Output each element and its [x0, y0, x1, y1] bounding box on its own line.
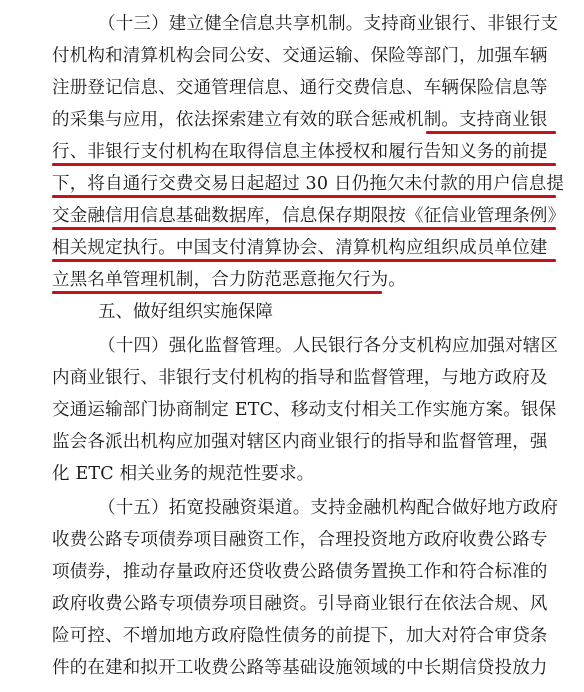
text-line: 付机构和清算机构会同公安、交通运输、保险等部门，加强车辆: [52, 46, 548, 66]
text-line: 政府收费公路专项债券项目融资。引导商业银行在依法合规、风: [52, 594, 548, 614]
highlight-underline: [52, 195, 556, 198]
text-line: 相关规定执行。中国支付清算协会、清算机构应组织成员单位建: [52, 238, 548, 258]
text-line: （十五）拓宽投融资渠道。支持金融机构配合做好地方政府: [98, 498, 559, 518]
text-line: 交金融信用信息基础数据库，信息保存期限按《征信业管理条例》: [52, 206, 566, 226]
section-heading: 五、做好组织实施保障: [98, 302, 273, 322]
highlight-underline: [52, 259, 556, 262]
text-line: 件的在建和拟开工收费公路等基础设施领域的中长期信贷投放力: [52, 658, 548, 678]
text-line: 项债券，推动存量政府还贷收费公路债务置换工作和符合标准的: [52, 562, 548, 582]
highlight-underline: [52, 291, 382, 294]
text-line: 注册登记信息、交通管理信息、通行交费信息、车辆保险信息等: [52, 78, 548, 98]
text-line: （十三）建立健全信息共享机制。支持商业银行、非银行支: [98, 14, 559, 34]
text-line: 的采集与应用，依法探索建立有效的联合惩戒机制。支持商业银: [52, 110, 548, 130]
text-line: 化 ETC 相关业务的规范性要求。: [52, 464, 315, 484]
text-line: 险可控、不增加地方政府隐性债务的前提下，加大对符合审贷条: [52, 626, 548, 646]
highlight-underline: [52, 163, 556, 166]
text-line: 行、非银行支付机构在取得信息主体授权和履行告知义务的前提: [52, 142, 548, 162]
highlight-underline: [426, 131, 556, 134]
text-line: 下，将自通行交费交易日起超过 30 日仍拖欠未付款的用户信息提: [52, 174, 565, 194]
text-line: 内商业银行、非银行支付机构的指导和监督管理，与地方政府及: [52, 368, 548, 388]
highlight-underline: [52, 227, 556, 230]
text-line: 立黑名单管理机制，合力防范恶意拖欠行为。: [52, 270, 406, 290]
text-line: （十四）强化监督管理。人民银行各分支机构应加强对辖区: [98, 336, 559, 356]
text-line: 监会各派出机构应加强对辖区内商业银行的指导和监督管理，强: [52, 432, 548, 452]
text-line: 收费公路专项债券项目融资工作，合理投资地方政府收费公路专: [52, 530, 548, 550]
text-line: 交通运输部门协商制定 ETC、移动支付相关工作实施方案。银保: [52, 400, 557, 420]
